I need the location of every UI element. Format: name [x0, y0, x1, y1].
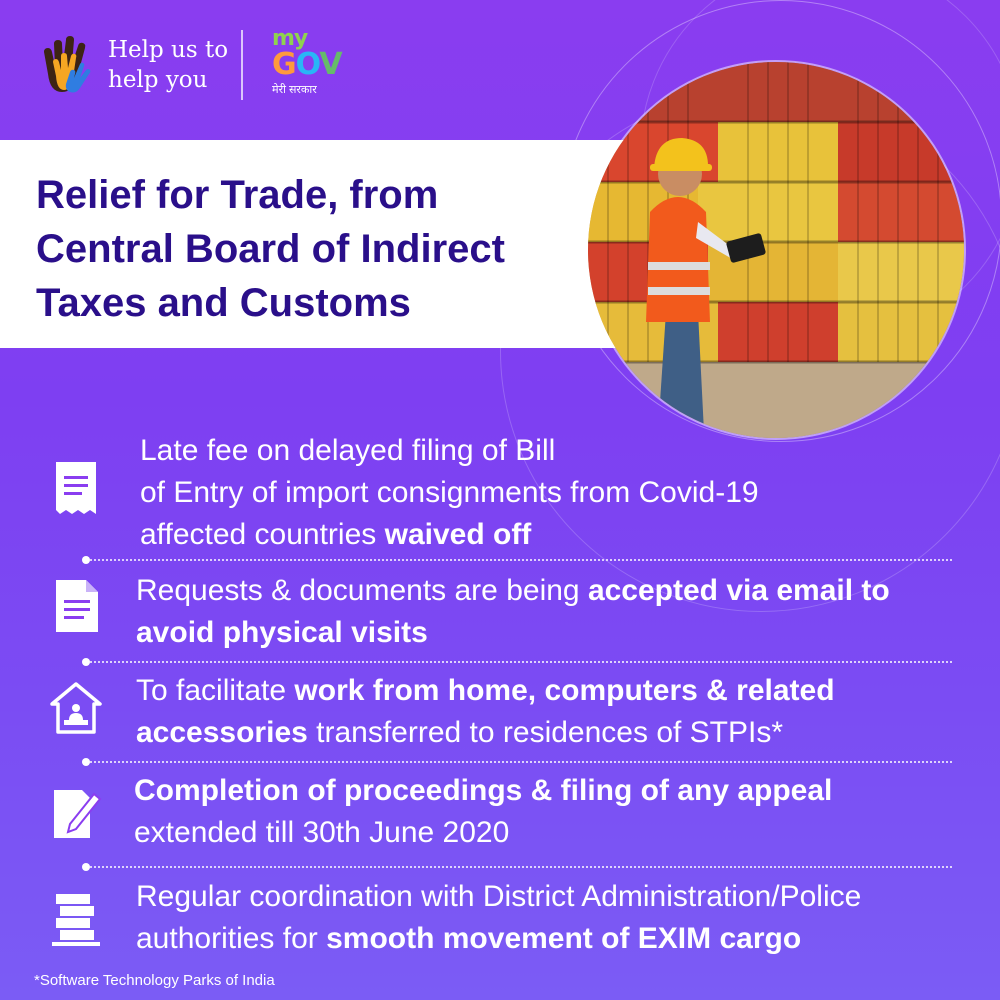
- item3-bold2: accessories: [136, 716, 308, 749]
- footnote: *Software Technology Parks of India: [34, 972, 275, 989]
- mygov-o: O: [295, 47, 320, 82]
- item-text: [136, 570, 890, 654]
- mygov-subtitle: मेरी सरकार: [272, 84, 317, 96]
- item3-plain1: To facilitate: [136, 674, 295, 707]
- item2-plain: Requests & documents are being: [136, 574, 588, 607]
- cargo-boxes-icon: [50, 890, 102, 946]
- item4-bold: Completion of proceedings & filing of any appeal: [134, 774, 833, 807]
- item-text: [134, 770, 832, 854]
- help-us-brand: [40, 30, 238, 100]
- item1-line3-bold: waived off: [384, 518, 532, 551]
- item5-line1: Regular coordination with District Administration/Police: [136, 880, 862, 913]
- hands-logo-icon: [40, 34, 98, 96]
- header-divider: [241, 30, 243, 100]
- container-yard-illustration: [588, 62, 966, 440]
- page-title: [36, 168, 596, 330]
- title-line1: Relief for Trade, from: [36, 173, 439, 217]
- item5-plain: authorities for: [136, 922, 327, 955]
- item2-bold2: avoid physical visits: [136, 616, 428, 649]
- tagline-line2: help you: [108, 67, 208, 93]
- item1-line3-plain: affected countries: [140, 518, 385, 551]
- tagline-line1: Help us to: [108, 37, 229, 63]
- title-line3: Taxes and Customs: [36, 281, 411, 325]
- item4-plain: extended till 30th June 2020: [134, 816, 510, 849]
- home-computer-icon: [50, 680, 102, 736]
- tagline: [108, 35, 238, 95]
- mygov-v: V: [319, 47, 342, 82]
- document-icon: [50, 578, 102, 634]
- item1-line2: of Entry of import consignments from Covid-19: [140, 476, 759, 509]
- edit-document-icon: [50, 784, 102, 840]
- mygov-g: G: [272, 47, 296, 82]
- item3-plain2: transferred to residences of STPIs*: [307, 716, 784, 749]
- dotted-separator: [86, 761, 952, 763]
- item5-bold: smooth movement of EXIM cargo: [326, 922, 802, 955]
- title-line2: Central Board of Indirect: [36, 227, 505, 271]
- dotted-separator: [86, 661, 952, 663]
- item-text: [136, 670, 835, 754]
- container-yard-photo: [586, 60, 966, 440]
- dotted-separator: [86, 559, 952, 561]
- item1-line1: Late fee on delayed filing of Bill: [140, 434, 556, 467]
- item3-bold1: work from home, computers & related: [294, 674, 835, 707]
- mygov-logo: [272, 28, 372, 100]
- item2-bold1: accepted via email to: [587, 574, 890, 607]
- receipt-icon: [50, 460, 102, 516]
- item-text: [140, 430, 759, 556]
- mygov-my: my: [272, 26, 308, 51]
- mygov-gov: [272, 47, 372, 82]
- item-text: [136, 876, 861, 960]
- dotted-separator: [86, 866, 952, 868]
